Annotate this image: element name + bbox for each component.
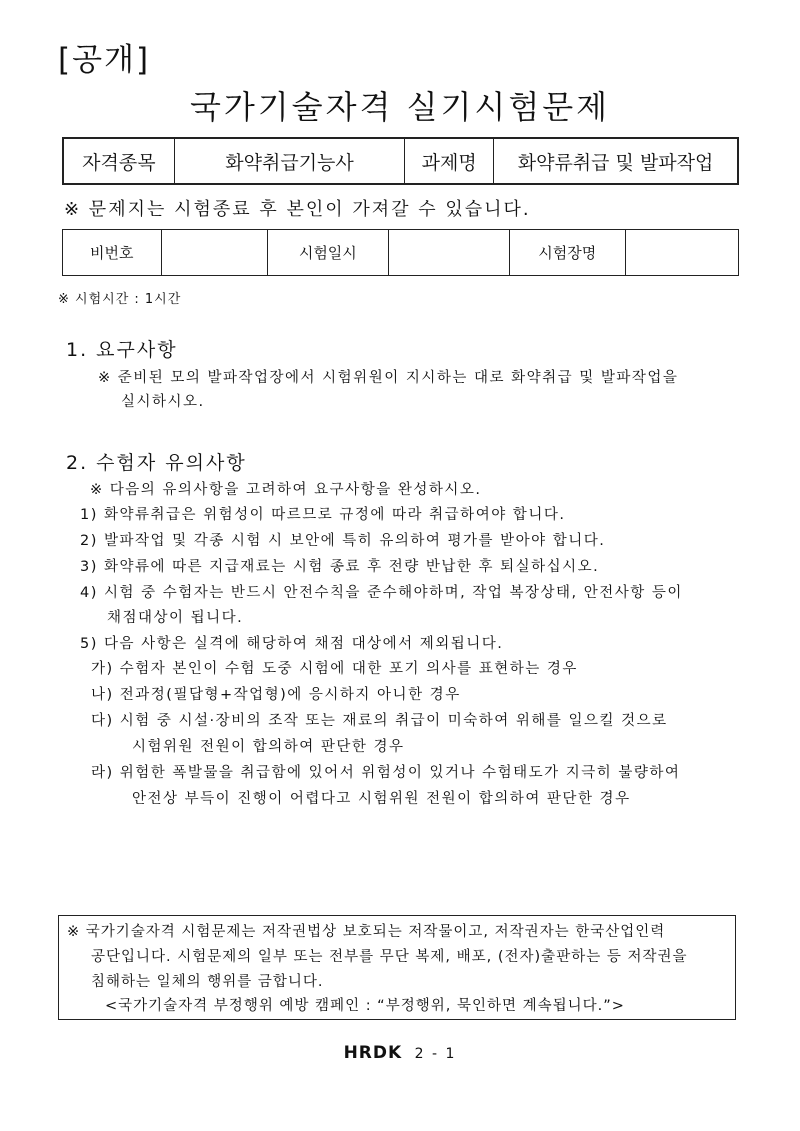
list-item: 4) 시험 중 수험자는 반드시 안전수칙을 준수해야하며, 작업 복장상태, 안전사항 등이 (80, 585, 683, 601)
sub-item: 라) 위험한 폭발물을 취급함에 있어서 위험성이 있거나 수험태도가 지극히 불량하여 (91, 765, 681, 781)
list-item: 채점대상이 됩니다. (107, 610, 244, 626)
exam-date-field[interactable] (388, 230, 509, 276)
page-title: 국가기술자격 실기시험문제 (189, 88, 611, 126)
certification-info-table (62, 137, 739, 185)
sub-item: 나) 전과정(필답형+작업형)에 응시하지 아니한 경우 (91, 687, 461, 703)
sub-item: 가) 수험자 본인이 수험 도중 시험에 대한 포기 의사를 표현하는 경우 (91, 661, 578, 677)
list-item: 1) 화약류취급은 위험성이 따르므로 규정에 따라 취급하여야 합니다. (80, 507, 566, 523)
exam-date-label: 시험일시 (268, 230, 388, 276)
list-item: 5) 다음 사항은 실격에 해당하여 채점 대상에서 제외됩니다. (80, 636, 504, 652)
exam-time: ※ 시험시간 : 1시간 (58, 292, 182, 307)
copyright-line: 침해하는 일체의 행위를 금합니다. (91, 974, 324, 990)
section1-line: ※ 준비된 모의 발파작업장에서 시험위원이 지시하는 대로 화약취급 및 발파작업을 (98, 370, 679, 386)
task-label: 과제명 (405, 138, 494, 184)
sub-item: 안전상 부득이 진행이 어렵다고 시험위원 전원이 합의하여 판단한 경우 (132, 791, 631, 807)
task-value: 화약류취급 및 발파작업 (494, 138, 738, 184)
secret-number-field[interactable] (161, 230, 267, 276)
campaign-line: <국가기술자격 부정행위 예방 캠페인 : “부정행위, 묵인하면 계속됩니다.”> (105, 998, 625, 1014)
page-number: 2 - 1 (414, 1046, 457, 1062)
copyright-box (58, 915, 736, 1020)
section1-heading: 1. 요구사항 (66, 339, 178, 361)
public-tag: [공개] (58, 42, 151, 78)
section2-heading: 2. 수험자 유의사항 (66, 452, 247, 474)
exam-info-table (62, 229, 739, 276)
copyright-line: ※ 국가기술자격 시험문제는 저작권법상 보호되는 저작물이고, 저작권자는 한국산업인력 (67, 924, 666, 940)
sub-item: 시험위원 전원이 합의하여 판단한 경우 (132, 739, 405, 755)
hrdk-logo: HRDK (343, 1043, 403, 1063)
secret-number-label: 비번호 (63, 230, 162, 276)
notice-text: ※ 문제지는 시험종료 후 본인이 가져갈 수 있습니다. (64, 199, 531, 220)
section2-intro: ※ 다음의 유의사항을 고려하여 요구사항을 완성하시오. (90, 482, 482, 498)
cert-label: 자격종목 (63, 138, 174, 184)
copyright-line: 공단입니다. 시험문제의 일부 또는 전부를 무단 복제, 배포, (전자)출판하는 등 저작권을 (91, 949, 688, 965)
exam-place-label: 시험장명 (509, 230, 625, 276)
cert-value: 화약취급기능사 (174, 138, 404, 184)
exam-place-field[interactable] (625, 230, 739, 276)
page-footer (0, 1043, 800, 1063)
list-item: 2) 발파작업 및 각종 시험 시 보안에 특히 유의하여 평가를 받아야 합니다. (80, 533, 606, 549)
list-item: 3) 화약류에 따른 지급재료는 시험 종료 후 전량 반납한 후 퇴실하십시오. (80, 559, 600, 575)
section1-line: 실시하시오. (121, 394, 205, 410)
sub-item: 다) 시험 중 시설·장비의 조작 또는 재료의 취급이 미숙하여 위해를 일으킬 것으로 (91, 713, 668, 729)
